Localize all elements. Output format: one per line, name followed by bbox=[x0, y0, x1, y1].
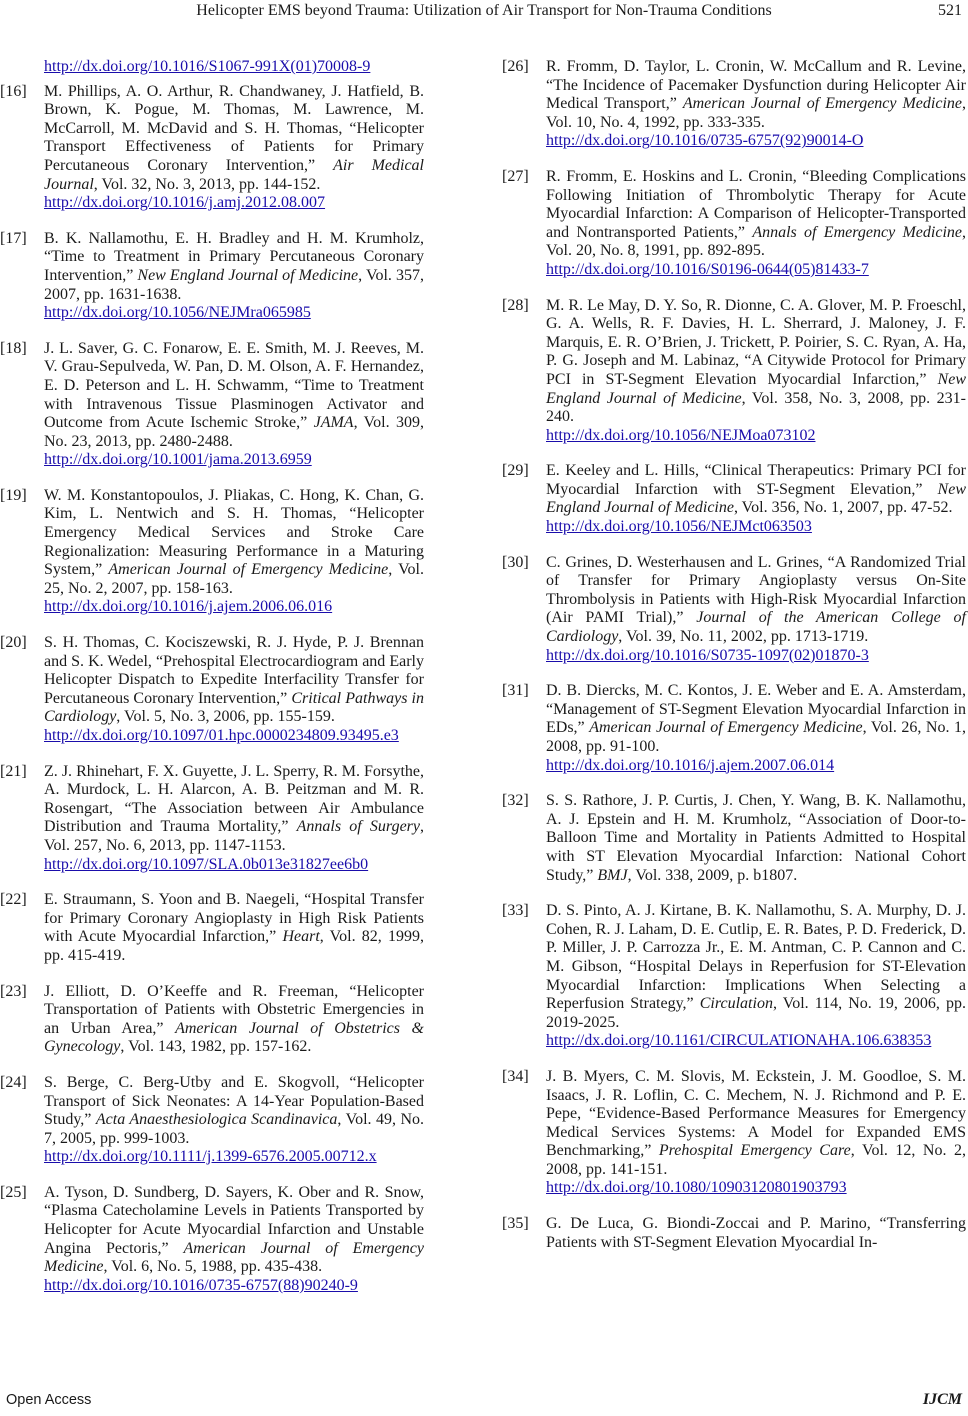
reference-text bbox=[44, 1074, 424, 1147]
reference-journal: BMJ bbox=[597, 866, 628, 884]
reference-authors-title: D. S. Pinto, A. J. Kirtane, B. K. Nallamothu, S. A. Murphy, D. J. Cohen, R. J. Laham, D. E. Cutlip, E. R. Bates, P. D. Frederick, D. P. Miller, J. P. Carrozza Jr., E. M. Antman, C. P. Cannon and C. M. Gibson, “Hospital Delays in Reperfusion for ST-Elevation Myocardial Infarction: Implications When Selecting a Reperfusion Strategy,” bbox=[546, 902, 966, 1013]
reference-citation-details: , Vol. 358, No. 3, 2008, pp. 231-240. bbox=[546, 389, 967, 426]
reference-journal: American Journal of Emergency Medicine bbox=[44, 1239, 424, 1276]
reference-entry bbox=[502, 902, 966, 1051]
reference-number: [32] bbox=[502, 792, 529, 810]
reference-entry bbox=[0, 891, 424, 965]
reference-journal: Circulation bbox=[699, 995, 773, 1013]
reference-number: [18] bbox=[0, 339, 27, 357]
reference-text bbox=[44, 891, 424, 964]
reference-authors-title: E. Straumann, S. Yoon and B. Naegeli, “Hospital Transfer for Primary Coronary Angioplasty in High Risk Patients with Acute Myocardial Infarction,” bbox=[44, 891, 424, 946]
reference-doi-link[interactable]: http://dx.doi.org/10.1016/S0196-0644(05)81433-7 bbox=[546, 260, 869, 278]
reference-doi-link[interactable]: http://dx.doi.org/10.1016/0735-6757(92)90014-O bbox=[546, 132, 864, 150]
reference-authors-title: E. Keeley and L. Hills, “Clinical Therapeutics: Primary PCI for Myocardial Infarction with ST-Segment Elevation,” bbox=[546, 462, 966, 498]
reference-entry bbox=[0, 983, 424, 1057]
reference-text bbox=[546, 462, 966, 516]
reference-number: [30] bbox=[502, 553, 529, 571]
reference-journal: Heart bbox=[282, 928, 320, 946]
reference-citation-details: , Vol. 12, No. 2, 2008, pp. 141-151. bbox=[546, 1142, 967, 1178]
reference-text bbox=[546, 902, 966, 1031]
reference-authors-title: A. Tyson, D. Sundberg, D. Sayers, K. Ober and R. Snow, “Plasma Catecholamine Levels in Patients Transported by Helicopter for Acute Myocardial Infarction and Unstable Angina Pectoris,” bbox=[44, 1183, 424, 1257]
page-number: 521 bbox=[938, 2, 962, 19]
reference-text bbox=[44, 83, 424, 193]
reference-authors-title: B. K. Nallamothu, E. H. Bradley and H. M. Krumholz, “Time to Treatment in Primary Percutaneous Coronary Intervention,” bbox=[44, 229, 424, 284]
reference-entry bbox=[502, 792, 966, 885]
reference-authors-title: Z. J. Rhinehart, F. X. Guyette, J. L. Sperry, R. M. Forsythe, A. Murdock, L. H. Alarcon, A. B. Peitzman and M. R. Rosengart, “The Association between Air Ambulance Distribution and Trauma Mortality,” bbox=[44, 762, 424, 836]
reference-number: [19] bbox=[0, 486, 27, 504]
reference-journal: Acta Anaesthesiologica Scandinavica bbox=[95, 1111, 338, 1129]
reference-entry bbox=[502, 1068, 966, 1198]
footer-open-access: Open Access bbox=[6, 1392, 92, 1408]
reference-citation-details: , Vol. 10, No. 4, 1992, pp. 333-335. bbox=[546, 95, 966, 131]
reference-entry bbox=[502, 58, 966, 151]
reference-citation-details: , Vol. 20, No. 8, 1991, pp. 892-895. bbox=[546, 223, 967, 260]
reference-entry bbox=[502, 682, 966, 775]
reference-number: [34] bbox=[502, 1067, 529, 1085]
reference-text bbox=[44, 230, 424, 303]
reference-text bbox=[546, 1068, 966, 1178]
reference-citation-details: , Vol. 49, No. 7, 2005, pp. 999-1003. bbox=[44, 1111, 425, 1147]
reference-authors-title: S. S. Rathore, J. P. Curtis, J. Chen, Y. Wang, B. K. Nallamothu, A. J. Epstein and H. M. Krumholz, “Association of Door-to-Balloon Time and Mortality in Patients Admitted to Hospital with ST Elevation Myocardial Infarction: National Cohort Study,” bbox=[546, 792, 966, 884]
reference-list-right bbox=[502, 58, 966, 1252]
reference-authors-title: C. Grines, D. Westerhausen and L. Grines, “A Randomized Trial of Transfer for Primary Angioplasty versus On-Site Thrombolysis in Patients with High-Risk Myocardial Infarction (Air PAMI Trial),” bbox=[546, 553, 966, 627]
reference-journal: New England Journal of Medicine bbox=[137, 266, 359, 284]
page-footer bbox=[0, 1384, 968, 1416]
reference-journal: American Journal of Emergency Medicine bbox=[682, 95, 962, 113]
running-head bbox=[0, 1, 968, 25]
reference-doi-link[interactable]: http://dx.doi.org/10.1016/j.ajem.2007.06.014 bbox=[546, 756, 835, 774]
reference-doi-link[interactable]: http://dx.doi.org/10.1016/S0735-1097(02)01870-3 bbox=[546, 646, 869, 664]
reference-authors-title: R. Fromm, D. Taylor, L. Cronin, W. McCallum and R. Levine, “The Incidence of Pacemaker Dysfunction during Helicopter Air Medical Transport,” bbox=[546, 58, 966, 113]
reference-entry bbox=[502, 1215, 966, 1252]
reference-text bbox=[44, 634, 424, 725]
reference-number: [24] bbox=[0, 1073, 27, 1091]
reference-doi-link[interactable]: http://dx.doi.org/10.1056/NEJMct063503 bbox=[546, 518, 812, 536]
reference-text bbox=[44, 763, 424, 854]
reference-citation-details: , Vol. 338, 2009, p. b1807. bbox=[627, 866, 798, 884]
reference-doi-link[interactable]: http://dx.doi.org/10.1016/j.ajem.2006.06.016 bbox=[44, 598, 333, 616]
reference-doi-link[interactable]: http://dx.doi.org/10.1016/0735-6757(88)90240-9 bbox=[44, 1276, 358, 1294]
reference-text bbox=[546, 297, 966, 426]
reference-text bbox=[546, 554, 966, 645]
reference-doi-link[interactable]: http://dx.doi.org/10.1056/NEJMoa073102 bbox=[546, 426, 816, 444]
left-column bbox=[0, 58, 424, 1312]
reference-number: [21] bbox=[0, 762, 27, 780]
reference-number: [35] bbox=[502, 1215, 529, 1233]
reference-number: [33] bbox=[502, 902, 529, 920]
reference-text bbox=[44, 487, 424, 597]
reference-entry bbox=[0, 1184, 424, 1296]
reference-entry bbox=[0, 230, 424, 323]
reference-journal: Prehospital Emergency Care bbox=[658, 1142, 851, 1160]
footer-journal-abbrev: IJCM bbox=[922, 1391, 962, 1408]
reference-entry bbox=[502, 168, 966, 280]
reference-citation-details: , Vol. 143, 1982, pp. 157-162. bbox=[120, 1038, 312, 1056]
reference-doi-link[interactable]: http://dx.doi.org/10.1161/CIRCULATIONAHA.106.638353 bbox=[546, 1032, 932, 1050]
reference-entry bbox=[0, 634, 424, 746]
reference-text bbox=[44, 340, 424, 450]
reference-entry bbox=[502, 554, 966, 666]
reference-entry bbox=[0, 487, 424, 617]
reference-number: [26] bbox=[502, 58, 529, 75]
reference-authors-title: M. R. Le May, D. Y. So, R. Dionne, C. A. Glover, M. P. Froeschl, G. A. Wells, R. F. Davies, H. L. Sherrard, J. Maloney, J. F. Marquis, E. R. O’Brien, J. Trickett, P. Poirier, S. C. Ryan, A. Ha, P. G. Joseph and M. Labinaz, “A Citywide Protocol for Primary PCI in ST-Segment Elevation Myocardial Infarction,” bbox=[546, 296, 966, 388]
reference-entry bbox=[0, 83, 424, 213]
reference-journal: Annals of Emergency Medicine bbox=[752, 223, 963, 241]
right-column bbox=[502, 58, 966, 1269]
reference-doi-link[interactable]: http://dx.doi.org/10.1097/SLA.0b013e31827ee6b0 bbox=[44, 855, 369, 873]
reference-doi-link[interactable]: http://dx.doi.org/10.1080/10903120801903793 bbox=[546, 1179, 847, 1197]
reference-doi-link[interactable]: http://dx.doi.org/10.1097/01.hpc.0000234809.93495.e3 bbox=[44, 727, 399, 744]
reference-entry bbox=[0, 763, 424, 875]
reference-doi-link[interactable]: http://dx.doi.org/10.1111/j.1399-6576.2005.00712.x bbox=[44, 1148, 377, 1166]
reference-authors-title: S. H. Thomas, C. Kociszewski, R. J. Hyde, P. J. Brennan and S. K. Wedel, “Prehospital Electrocardiogram and Early Helicopter Dispatch to Expedite Interfacility Transfer for Percutaneous Coronary Intervention,” bbox=[44, 634, 424, 707]
reference-doi-link[interactable]: http://dx.doi.org/10.1016/j.amj.2012.08.007 bbox=[44, 194, 326, 212]
reference-journal: Journal of the American College of Cardiology bbox=[546, 609, 967, 646]
reference-citation-details: , Vol. 26, No. 1, 2008, pp. 91-100. bbox=[546, 719, 967, 755]
reference-number: [27] bbox=[502, 167, 529, 185]
reference-journal: New England Journal of Medicine bbox=[546, 480, 966, 517]
reference-journal: American Journal of Obstetrics & Gynecology bbox=[44, 1019, 425, 1056]
reference-number: [31] bbox=[502, 682, 529, 700]
reference-number: [17] bbox=[0, 229, 27, 247]
reference-journal: Critical Pathways in Cardiology bbox=[44, 689, 424, 726]
reference-text bbox=[546, 682, 966, 755]
reference-authors-title: G. De Luca, G. Biondi-Zoccai and P. Marino, “Transferring Patients with ST-Segment Elevation Myocardial In- bbox=[546, 1215, 966, 1251]
reference-entry bbox=[0, 340, 424, 470]
reference-authors-title: M. Phillips, A. O. Arthur, R. Chandwaney, J. Hatfield, B. Brown, K. Pogue, M. Thomas, M. Lawrence, M. McCarroll, M. McDavid and S. H. Thomas, “Helicopter Transport Effectiveness of Patients for Primary Percutaneous Coronary Intervention,” bbox=[44, 82, 424, 174]
reference-citation-details: , Vol. 32, No. 3, 2013, pp. 144-152. bbox=[93, 175, 321, 193]
reference-number: [29] bbox=[502, 462, 529, 480]
reference-citation-details: , Vol. 114, No. 19, 2006, pp. 2019-2025. bbox=[546, 995, 967, 1031]
reference-text bbox=[44, 1184, 424, 1275]
reference-citation-details: , Vol. 356, No. 1, 2007, pp. 47-52. bbox=[733, 499, 953, 517]
reference-citation-details: , Vol. 39, No. 11, 2002, pp. 1713-1719. bbox=[618, 628, 869, 646]
reference-doi-link[interactable]: http://dx.doi.org/10.1056/NEJMra065985 bbox=[44, 304, 311, 322]
reference-list-left bbox=[0, 83, 424, 1296]
reference-authors-title: D. B. Diercks, M. C. Kontos, J. E. Weber and E. A. Amsterdam, “Management of ST-Segment Elevation Myocardial Infarction in EDs,” bbox=[546, 682, 966, 737]
reference-entry bbox=[502, 297, 966, 446]
reference-number: [25] bbox=[0, 1183, 27, 1201]
reference-citation-details: , Vol. 357, 2007, pp. 1631-1638. bbox=[44, 266, 425, 303]
reference-number: [28] bbox=[502, 296, 529, 314]
reference-citation-details: , Vol. 82, 1999, pp. 415-419. bbox=[44, 928, 424, 964]
reference-doi-link[interactable]: http://dx.doi.org/10.1001/jama.2013.6959 bbox=[44, 451, 312, 469]
reference-text bbox=[546, 168, 966, 259]
reference-citation-details: , Vol. 257, No. 6, 2013, pp. 1147-1153. bbox=[44, 818, 424, 854]
reference-text bbox=[44, 983, 424, 1056]
reference-journal: Annals of Surgery bbox=[296, 818, 420, 836]
reference-authors-title: J. Elliott, D. O’Keeffe and R. Freeman, “Helicopter Transportation of Patients with Obstetric Emergencies in an Urban Area,” bbox=[44, 982, 424, 1037]
reference-entry bbox=[0, 1074, 424, 1167]
reference-authors-title: R. Fromm, E. Hoskins and L. Cronin, “Bleeding Complications Following Initiation of Thrombolytic Therapy for Acute Myocardial Infarction: A Comparison of Helicopter-Transported and Nontransported Patients,” bbox=[546, 167, 966, 241]
reference-citation-details: , Vol. 25, No. 2, 2007, pp. 158-163. bbox=[44, 561, 425, 597]
reference-number: [16] bbox=[0, 82, 27, 100]
reference-journal: New England Journal of Medicine bbox=[546, 370, 966, 407]
running-title: Helicopter EMS beyond Trauma: Utilization of Air Transport for Non-Trauma Conditions bbox=[196, 2, 772, 19]
reference-citation-details: , Vol. 5, No. 3, 2006, pp. 155-159. bbox=[116, 708, 335, 726]
reference-citation-details: , Vol. 6, No. 5, 1988, pp. 435-438. bbox=[103, 1258, 323, 1276]
reference-text bbox=[546, 792, 966, 883]
carryover-doi-link[interactable]: http://dx.doi.org/10.1016/S1067-991X(01)70008-9 bbox=[44, 58, 371, 75]
reference-number: [22] bbox=[0, 891, 27, 909]
reference-citation-details: , Vol. 309, No. 23, 2013, pp. 2480-2488. bbox=[44, 414, 424, 450]
reference-authors-title: S. Berge, C. Berg-Utby and E. Skogvoll, “Helicopter Transport of Sick Neonates: A 14-Year Population-Based Study,” bbox=[44, 1073, 424, 1129]
reference-entry bbox=[502, 462, 966, 536]
reference-authors-title: J. B. Myers, C. M. Slovis, M. Eckstein, J. M. Goodloe, S. M. Isaacs, J. R. Loflin, C. C. Mechem, N. J. Richmond and P. E. Pepe, “Evidence-Based Performance Measures for Emergency Medical Services Systems: A Model for Expanded EMS Benchmarking,” bbox=[546, 1067, 966, 1160]
reference-authors-title: J. L. Saver, G. C. Fonarow, E. E. Smith, M. J. Reeves, M. V. Grau-Sepulveda, W. Pan, D. M. Olson, A. F. Hernandez, E. D. Peterson and L. H. Schwamm, “Time to Treatment with Intravenous Tissue Plasminogen Activator and Outcome from Acute Ischemic Stroke,” bbox=[44, 339, 424, 432]
reference-text bbox=[546, 1215, 966, 1251]
reference-journal: American Journal of Emergency Medicine bbox=[589, 719, 863, 737]
reference-text bbox=[546, 58, 966, 131]
reference-number: [23] bbox=[0, 982, 27, 1000]
reference-number: [20] bbox=[0, 634, 27, 652]
reference-journal: American Journal of Emergency Medicine bbox=[108, 561, 389, 579]
reference-authors-title: W. M. Konstantopoulos, J. Pliakas, C. Hong, K. Chan, G. Kim, L. Nentwich and S. H. Thomas, “Helicopter Emergency Medical Services and Stroke Care Regionalization: Measuring Performance in a Maturing System,” bbox=[44, 486, 424, 579]
reference-journal: JAMA bbox=[313, 414, 354, 432]
reference-journal: Air Medical Journal bbox=[44, 156, 424, 193]
